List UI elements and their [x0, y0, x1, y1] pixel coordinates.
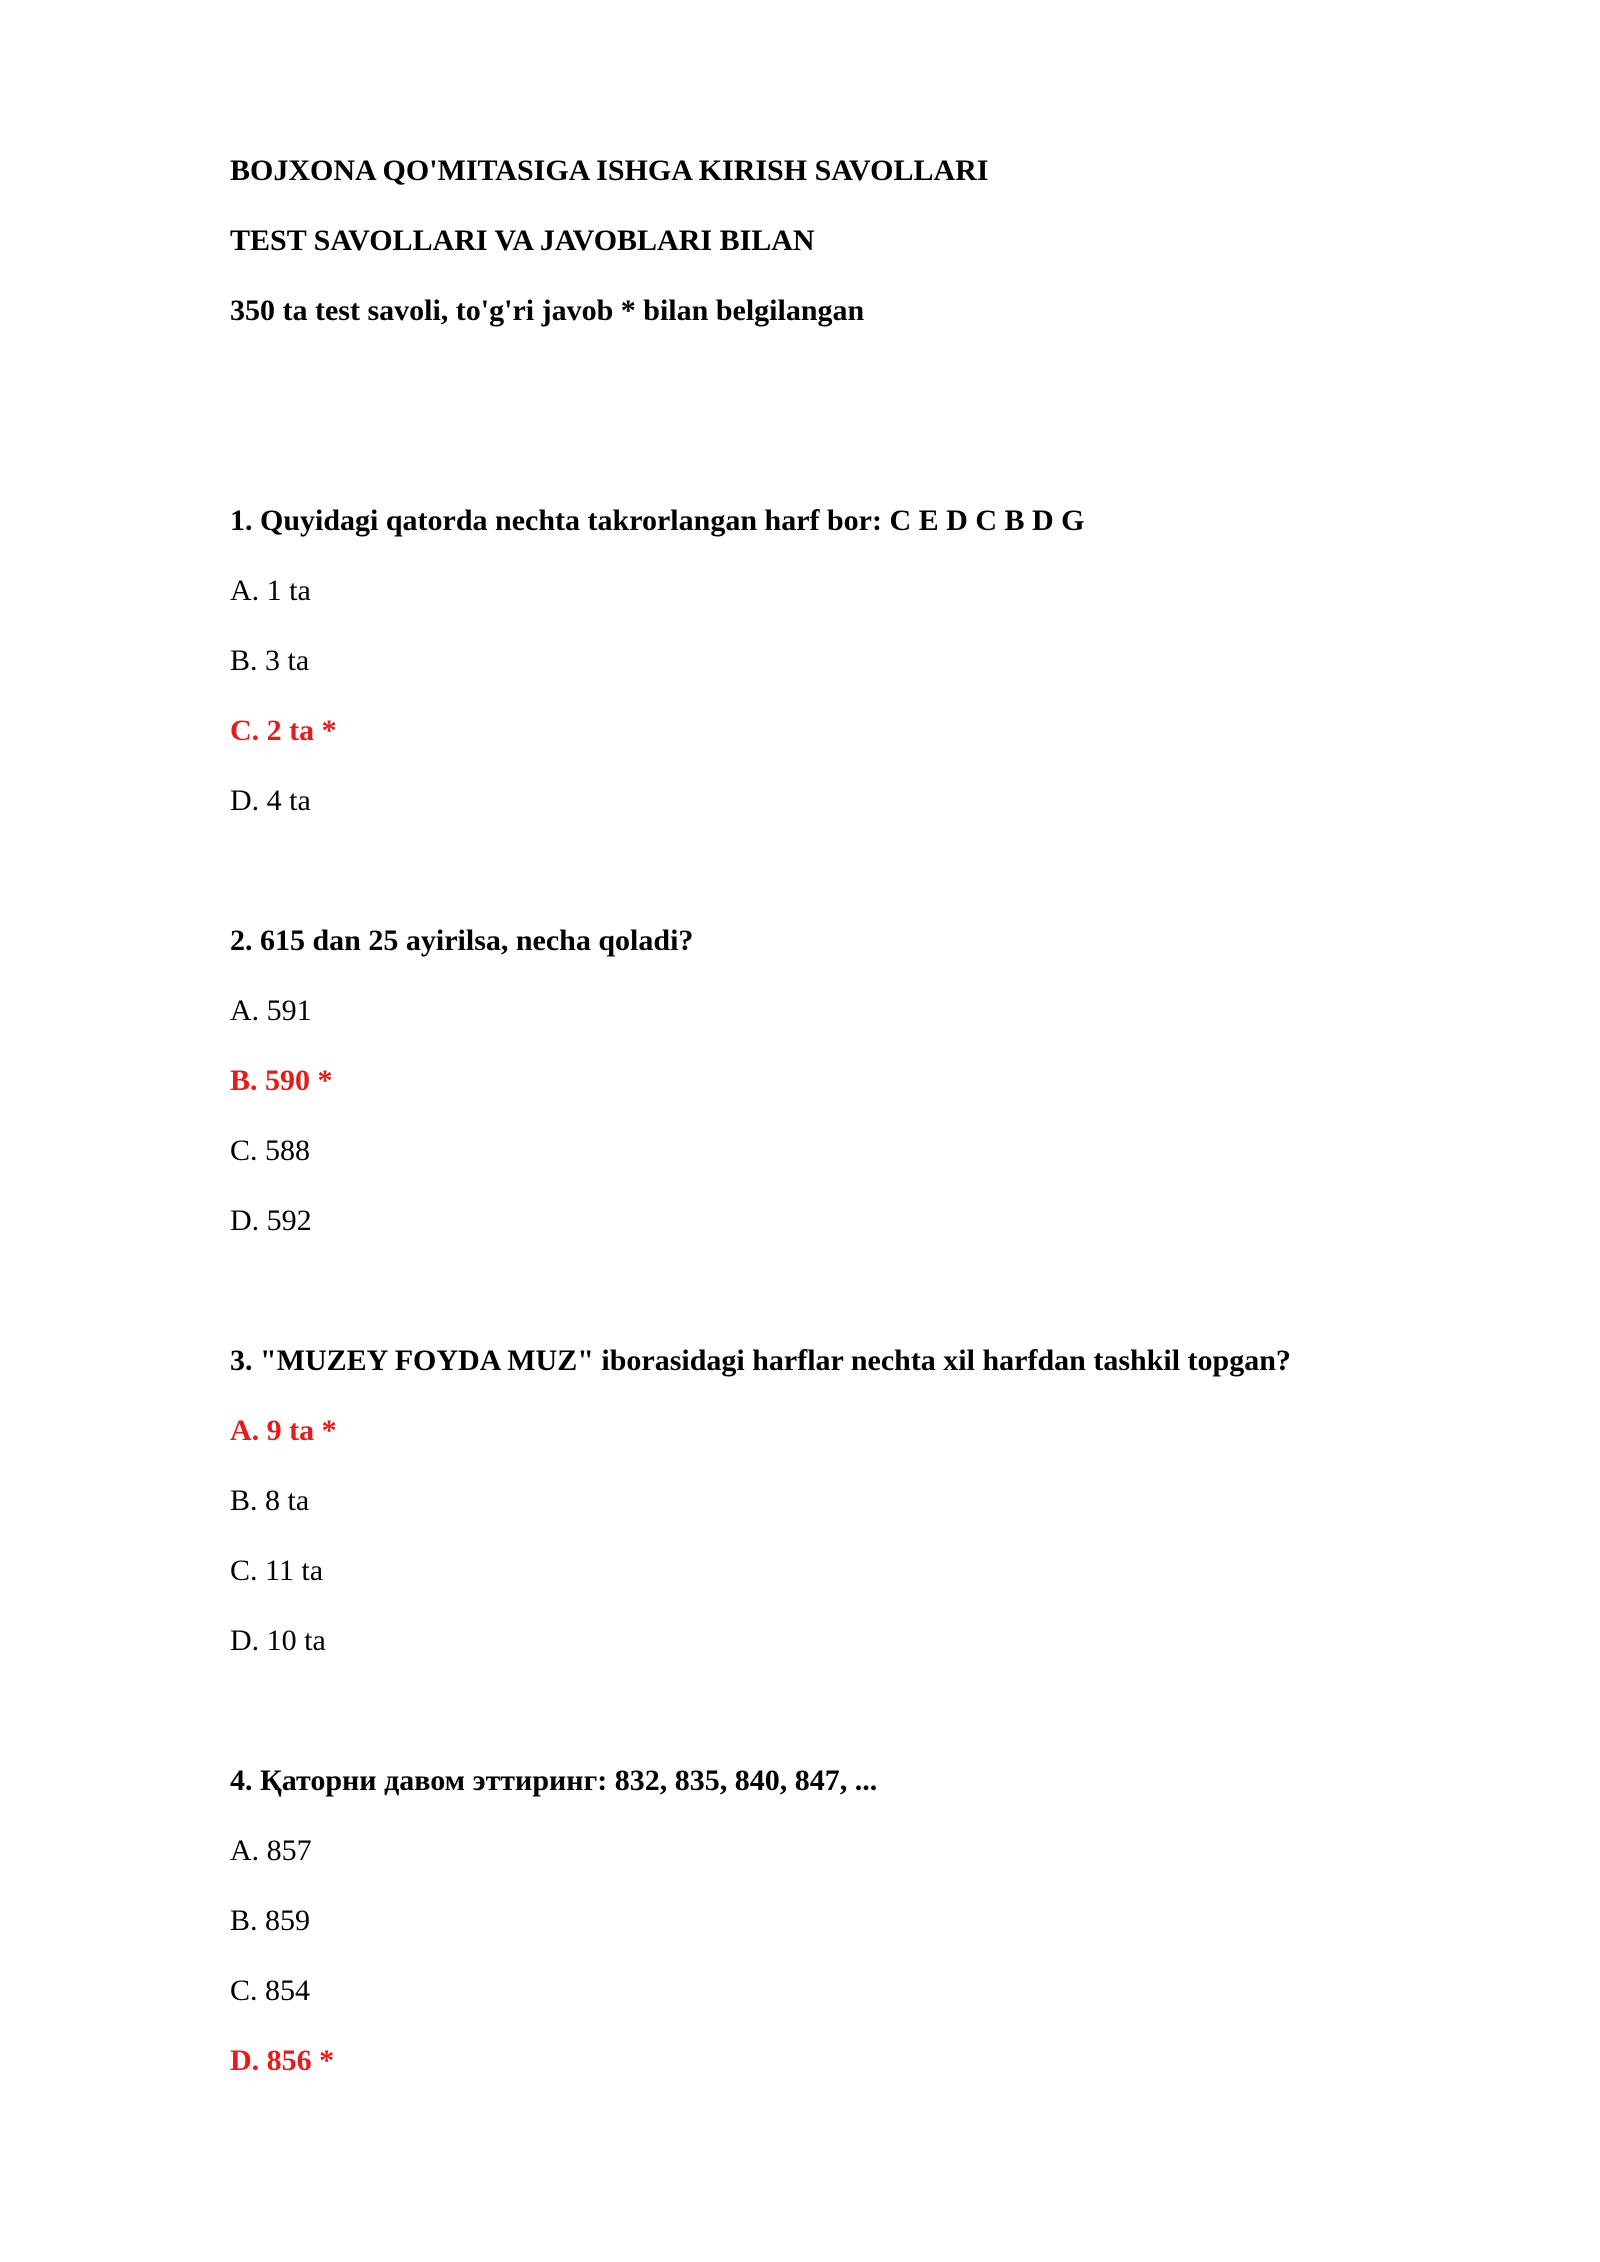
question-1-text: 1. Quyidagi qatorda nechta takrorlangan harf bor: C E D C B D G — [230, 504, 1085, 537]
question-3-option-d: D. 10 ta — [230, 1624, 326, 1657]
question-1-option-a: A. 1 ta — [230, 574, 311, 607]
question-4-text: 4. Қаторни давом эттиринг: 832, 835, 840, 847, ... — [230, 1764, 878, 1797]
question-1-option-c-correct: C. 2 ta * — [230, 714, 337, 747]
question-2-option-d: D. 592 — [230, 1204, 312, 1237]
question-3-option-a-correct: A. 9 ta * — [230, 1414, 337, 1447]
question-1-option-d: D. 4 ta — [230, 784, 311, 817]
question-3-text: 3. "MUZEY FOYDA MUZ" iborasidagi harflar nechta xil harfdan tashkil topgan? — [230, 1344, 1291, 1377]
question-2-text: 2. 615 dan 25 ayirilsa, necha qoladi? — [230, 924, 694, 957]
question-3-option-c: C. 11 ta — [230, 1554, 324, 1587]
question-2-option-c: C. 588 — [230, 1134, 311, 1167]
question-2-option-b-correct: B. 590 * — [230, 1064, 333, 1097]
document-note: 350 ta test savoli, to'g'ri javob * bilan belgilangan — [230, 294, 865, 327]
document-title: BOJXONA QO'MITASIGA ISHGA KIRISH SAVOLLARI — [230, 154, 989, 187]
question-4-option-c: C. 854 — [230, 1974, 311, 2007]
document-subtitle: TEST SAVOLLARI VA JAVOBLARI BILAN — [230, 224, 815, 257]
question-2-option-a: A. 591 — [230, 994, 312, 1027]
question-3-option-b: B. 8 ta — [230, 1484, 310, 1517]
question-4-option-d-correct: D. 856 * — [230, 2044, 335, 2077]
question-4-option-b: B. 859 — [230, 1904, 311, 1937]
question-1-option-b: B. 3 ta — [230, 644, 310, 677]
question-4-option-a: A. 857 — [230, 1834, 312, 1867]
